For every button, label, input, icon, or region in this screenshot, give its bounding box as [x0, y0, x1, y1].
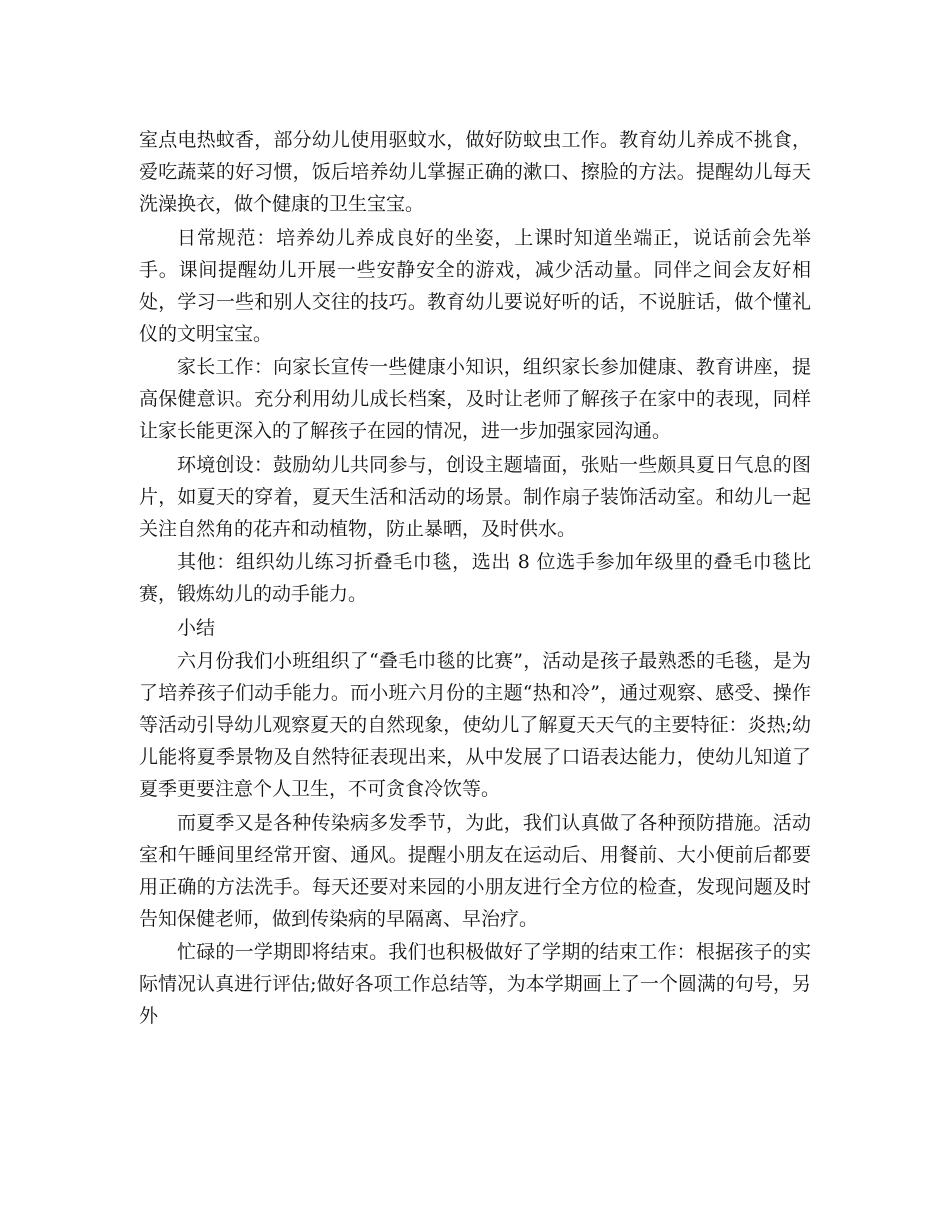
section-heading-summary: 小结 [177, 616, 216, 639]
paragraph-summary-2: 而夏季又是各种传染病多发季节，为此，我们认真做了各种预防措施。活动室和午睡间里经常开窗、通风。提醒小朋友在运动后、用餐前、大小便前后都要用正确的方法洗手。每天还要对来园的小朋友进行全方位的检查，发现问题及时告知保健老师，做到传染病的早隔离、早治疗。 [139, 811, 811, 930]
paragraph-other: 其他：组织幼儿练习折叠毛巾毯，选出 8 位选手参加年级里的叠毛巾毯比赛，锻炼幼儿的动手能力。 [139, 551, 811, 605]
paragraph-hygiene-continued: 室点电热蚊香，部分幼儿使用驱蚊水，做好防蚊虫工作。教育幼儿养成不挑食，爱吃蔬菜的好习惯，饭后培养幼儿掌握正确的漱口、擦脸的方法。提醒幼儿每天洗澡换衣，做个健康的卫生宝宝。 [139, 129, 811, 215]
paragraph-summary-3: 忙碌的一学期即将结束。我们也积极做好了学期的结束工作：根据孩子的实际情况认真进行评估;做好各项工作总结等，为本学期画上了一个圆满的句号，另外 [139, 941, 811, 1027]
paragraph-daily-norms: 日常规范：培养幼儿养成良好的坐姿，上课时知道坐端正，说话前会先举手。课间提醒幼儿开展一些安静安全的游戏，减少活动量。同伴之间会友好相处，学习一些和别人交往的技巧。教育幼儿要说好听的话，不说脏话，做个懂礼仪的文明宝宝。 [139, 226, 811, 345]
paragraph-parent-work: 家长工作：向家长宣传一些健康小知识，组织家长参加健康、教育讲座，提高保健意识。充分利用幼儿成长档案，及时让老师了解孩子在家中的表现，同样让家长能更深入的了解孩子在园的情况，进一步加强家园沟通。 [139, 356, 811, 442]
document-body [139, 124, 811, 1034]
paragraph-environment: 环境创设：鼓励幼儿共同参与，创设主题墙面，张贴一些颇具夏日气息的图片，如夏天的穿着，夏天生活和活动的场景。制作扇子装饰活动室。和幼儿一起关注自然角的花卉和动植物，防止暴晒，及时供水。 [139, 453, 811, 540]
paragraph-summary-1: 六月份我们小班组织了“叠毛巾毯的比赛”，活动是孩子最熟悉的毛毯，是为了培养孩子们动手能力。而小班六月份的主题“热和冷”，通过观察、感受、操作等活动引导幼儿观察夏天的自然现象，使幼儿了解夏天天气的主要特征：炎热;幼儿能将夏季景物及自然特征表现出来，从中发展了口语表达能力，使幼儿知道了夏季更要注意个人卫生，不可贪食冷饮等。 [139, 650, 811, 800]
